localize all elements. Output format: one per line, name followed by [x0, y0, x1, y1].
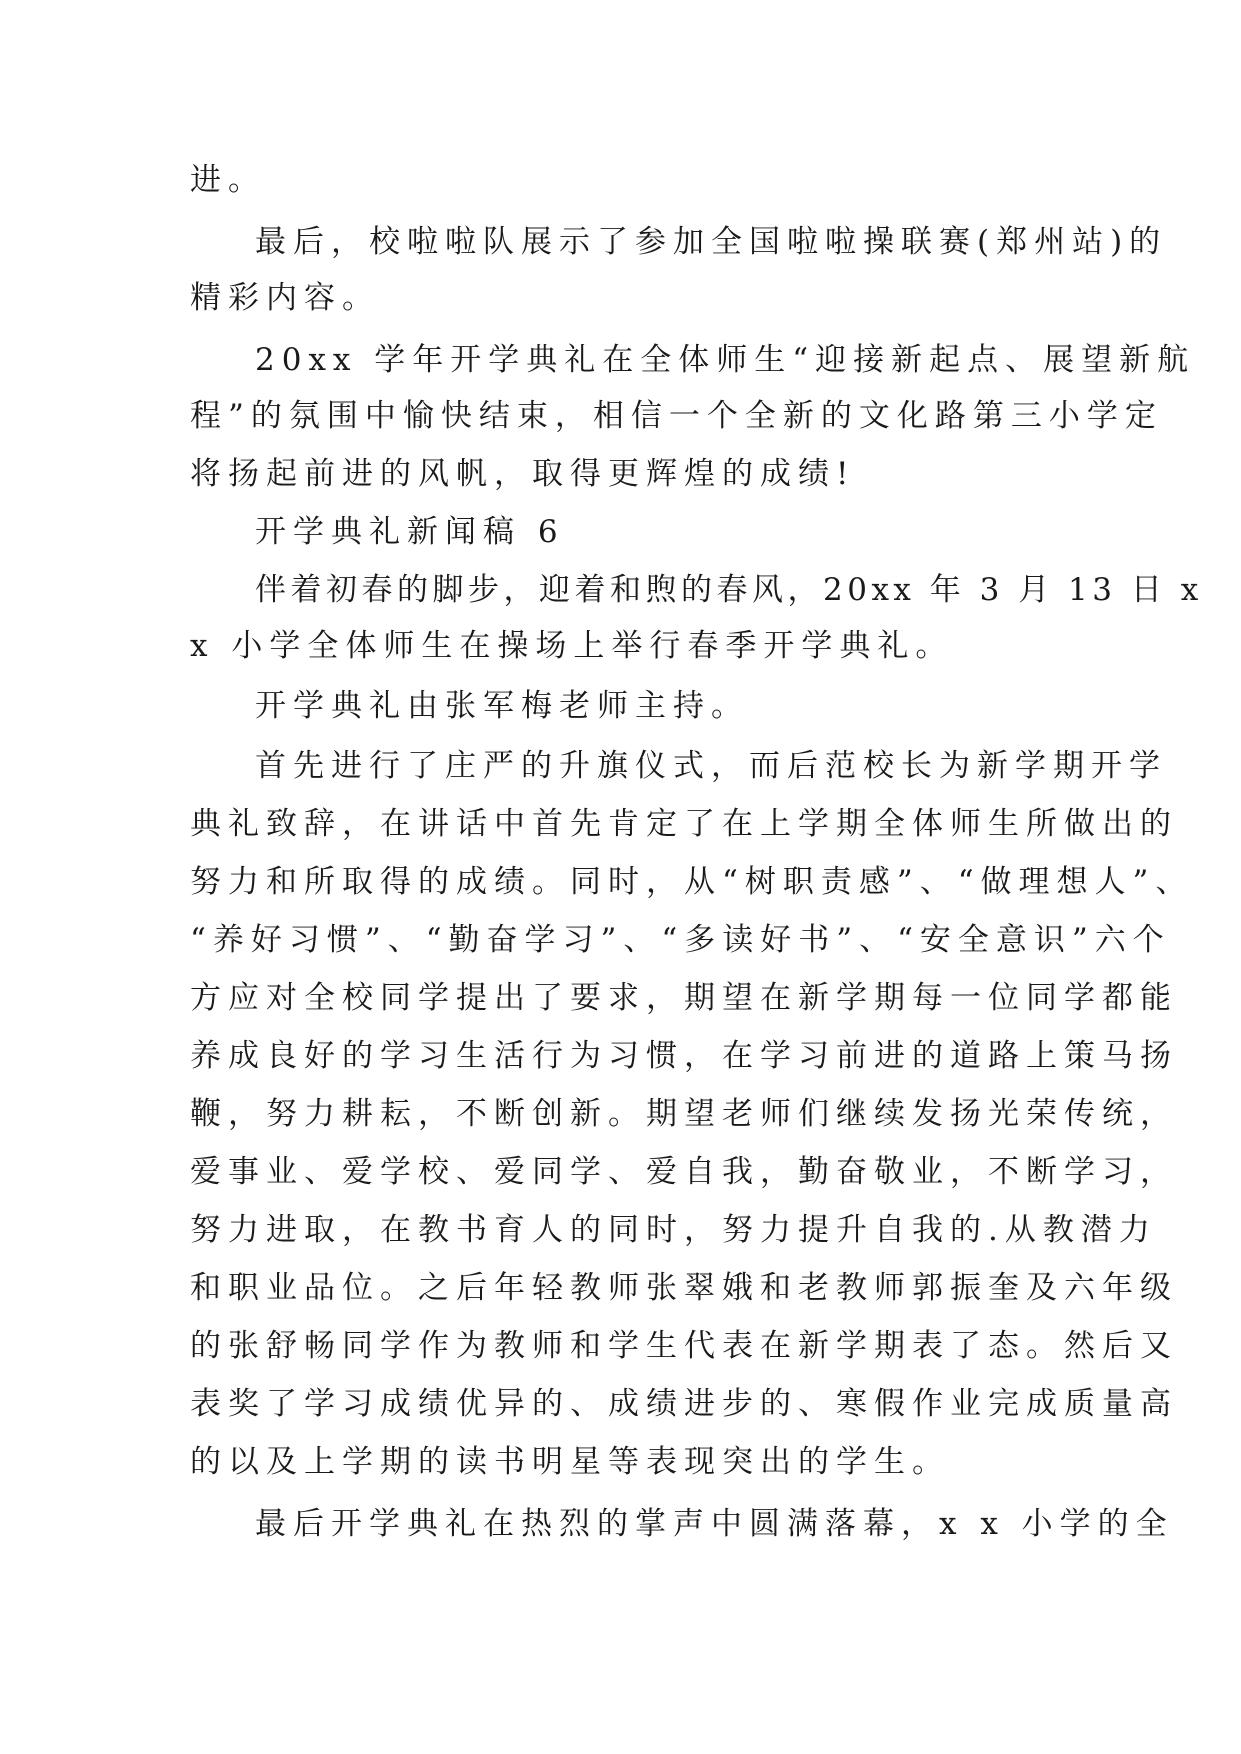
text-line: 爱事业、爱学校、爱同学、爱自我，勤奋敬业，不断学习，: [190, 1154, 1178, 1190]
text-line: 方应对全校同学提出了要求，期望在新学期每一位同学都能: [190, 980, 1178, 1016]
text-line: 努力和所取得的成绩。同时，从“树职责感”、“做理想人”、: [190, 864, 1194, 900]
text-line: 20xx 学年开学典礼在全体师生“迎接新起点、展望新航: [255, 342, 1196, 378]
text-line: 鞭，努力耕耘，不断创新。期望老师们继续发扬光荣传统，: [190, 1096, 1178, 1132]
text-line: 程”的氛围中愉快结束，相信一个全新的文化路第三小学定: [190, 398, 1163, 434]
text-line: 表奖了学习成绩优异的、成绩进步的、寒假作业完成质量高: [190, 1386, 1178, 1422]
text-line: 进。: [190, 162, 266, 198]
text-line: 将扬起前进的风帆，取得更辉煌的成绩!: [190, 456, 856, 492]
section-heading: 开学典礼新闻稿 6: [255, 514, 565, 550]
text-line: x 小学全体师生在操场上举行春季开学典礼。: [190, 628, 954, 664]
text-line: “养好习惯”、“勤奋学习”、“多读好书”、“安全意识”六个: [190, 922, 1171, 958]
text-line: 精彩内容。: [190, 280, 380, 316]
text-line: 首先进行了庄严的升旗仪式，而后范校长为新学期开学: [255, 748, 1167, 784]
text-line: 养成良好的学习生活行为习惯，在学习前进的道路上策马扬: [190, 1038, 1178, 1074]
text-line: 的以及上学期的读书明星等表现突出的学生。: [190, 1444, 950, 1480]
text-line: 典礼致辞，在讲话中首先肯定了在上学期全体师生所做出的: [190, 806, 1178, 842]
text-line: 伴着初春的脚步，迎着和煦的春风，20xx 年 3 月 13 日 x: [255, 572, 1203, 608]
text-line: 最后，校啦啦队展示了参加全国啦啦操联赛(郑州站)的: [255, 224, 1168, 260]
text-line: 的张舒畅同学作为教师和学生代表在新学期表了态。然后又: [190, 1328, 1178, 1364]
text-line: 最后开学典礼在热烈的掌声中圆满落幕，x x 小学的全: [255, 1506, 1174, 1542]
text-line: 努力进取，在教书育人的同时，努力提升自我的.从教潜力: [190, 1212, 1157, 1248]
text-line: 开学典礼由张军梅老师主持。: [255, 688, 749, 724]
text-line: 和职业品位。之后年轻教师张翠娥和老教师郭振奎及六年级: [190, 1270, 1178, 1306]
